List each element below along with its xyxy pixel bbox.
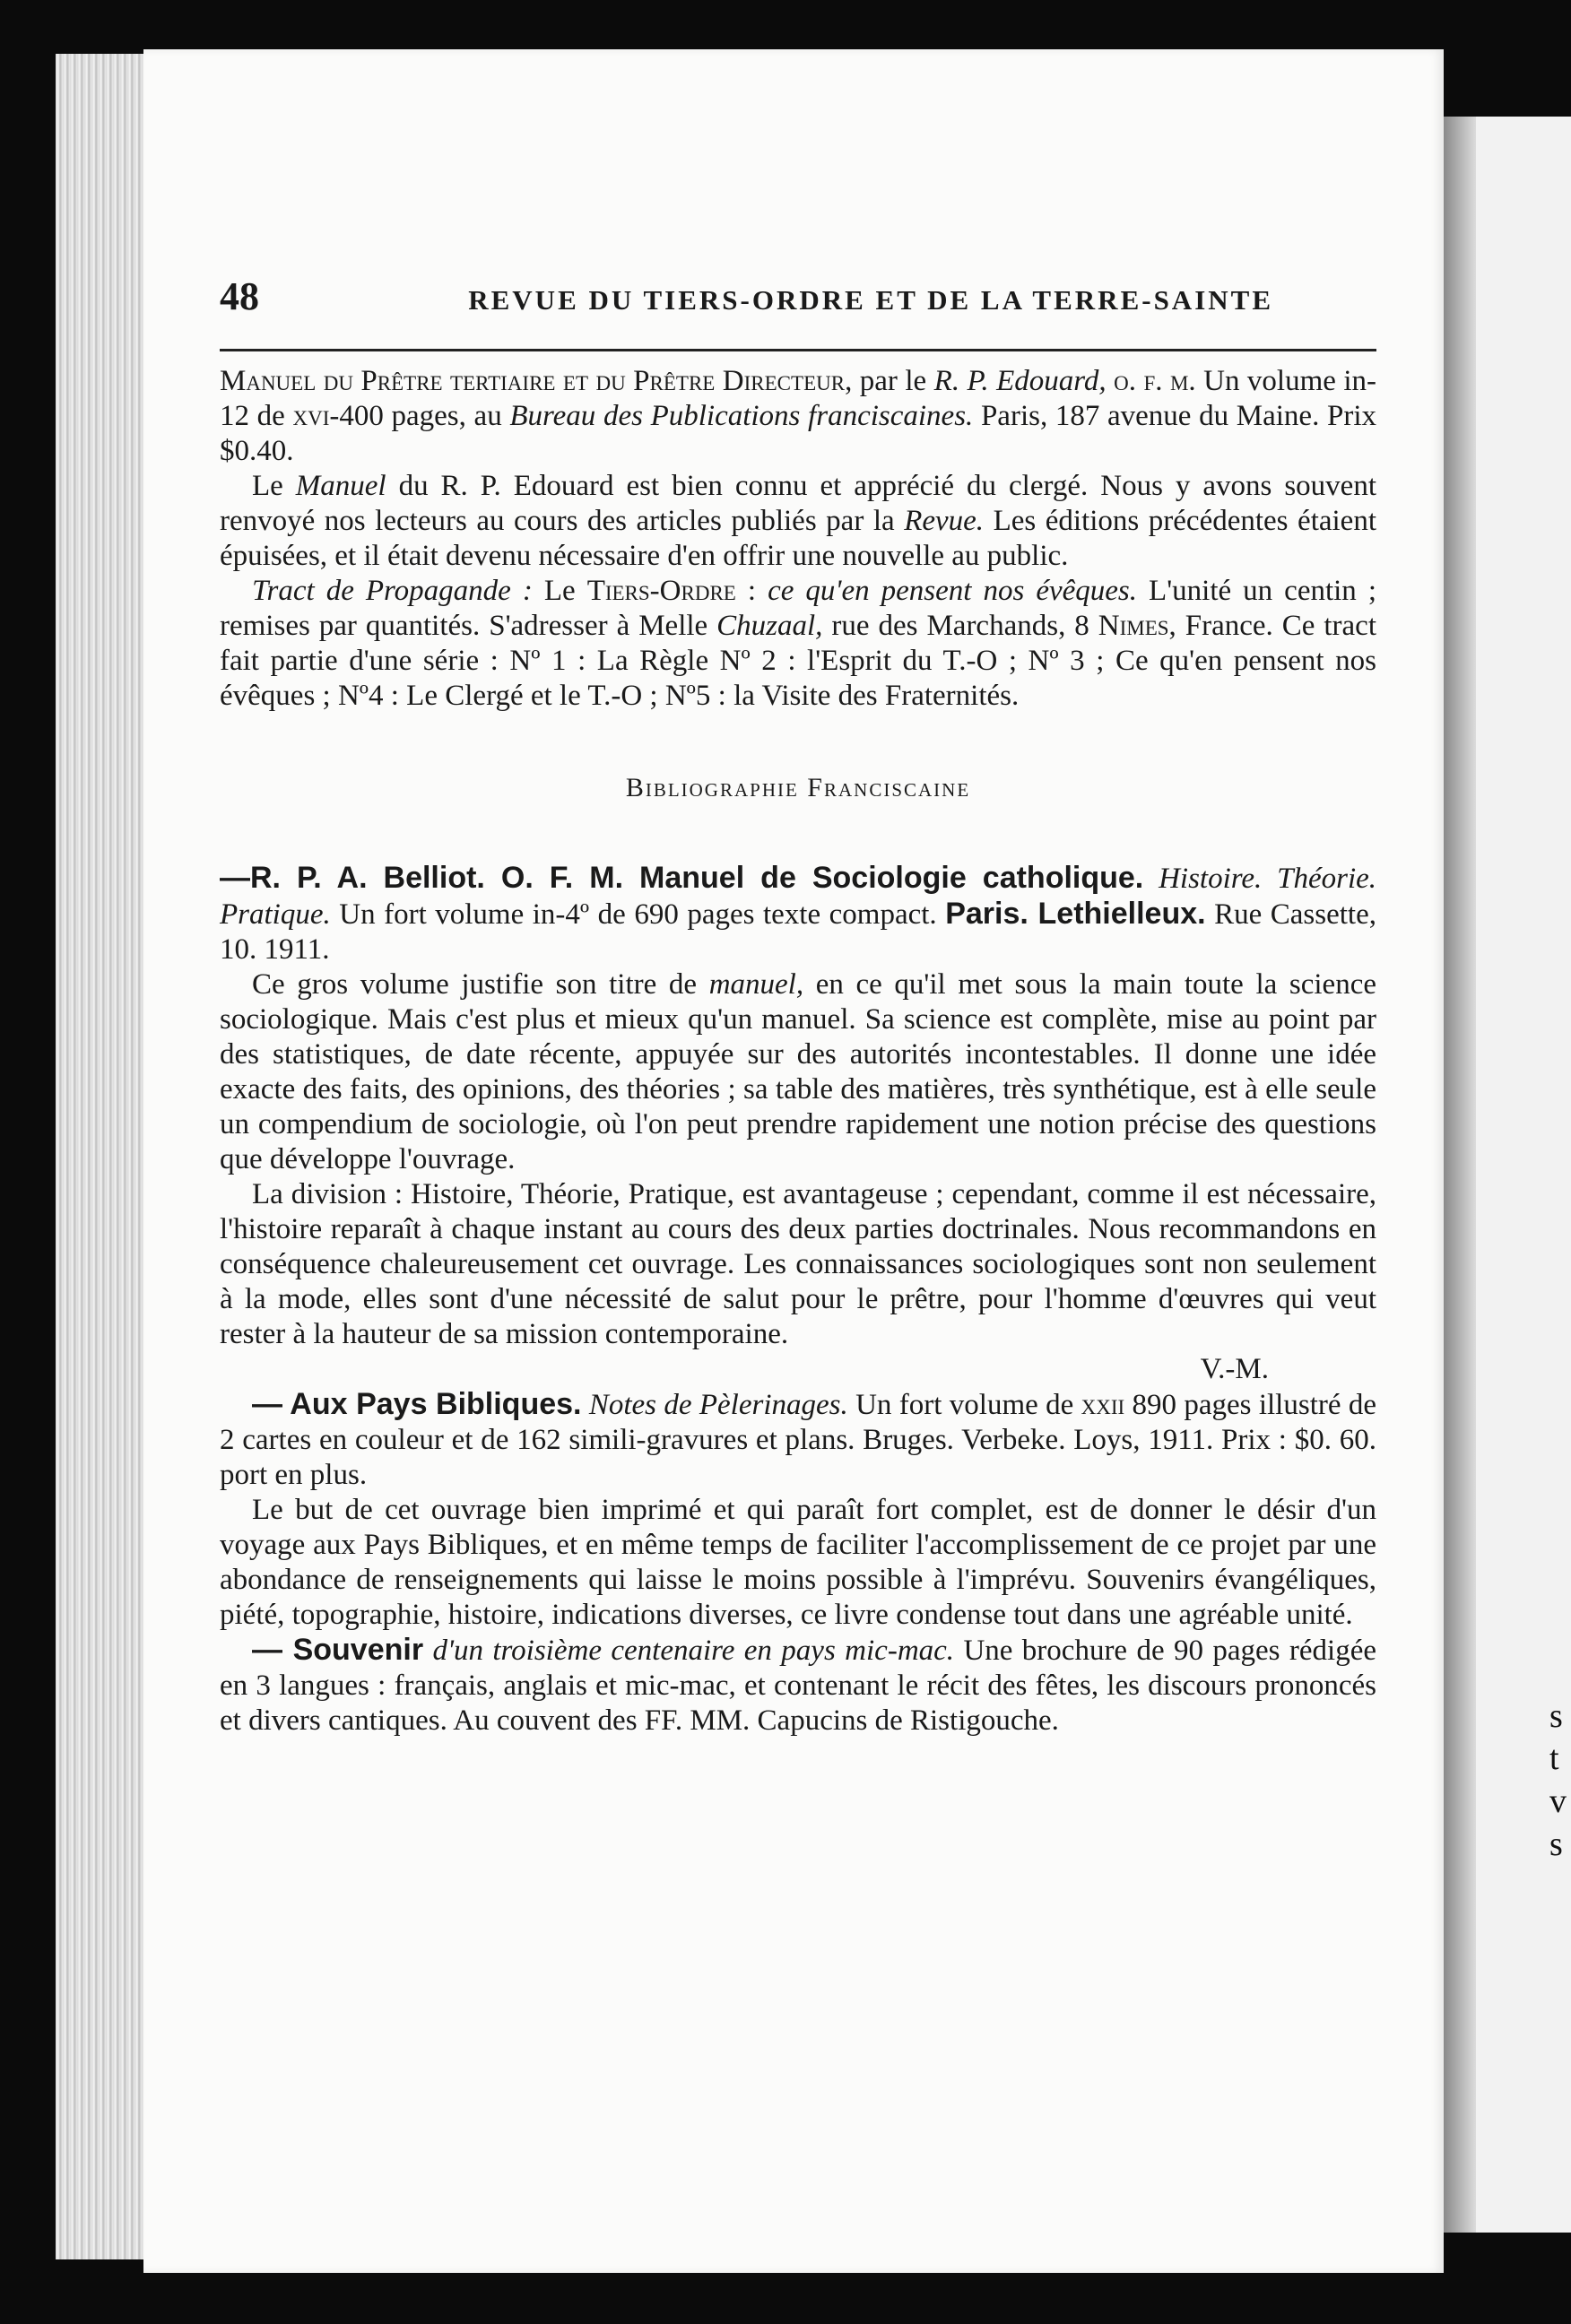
- facing-page-fragment: s: [1549, 1697, 1563, 1735]
- facing-page: [1444, 117, 1571, 2233]
- facing-page-fragment: t: [1549, 1739, 1559, 1777]
- facing-page-fragment: v: [1549, 1782, 1567, 1820]
- book-page-edges: [56, 54, 150, 2259]
- review-pays-bibliques-heading: — Aux Pays Bibliques. Notes de Pèlerinages. Un fort volume de xxii 890 pages illustré de 2 cartes en couleur et de 162 simili-gravures et plans. Bruges. Verbeke. Loys, 1911. Prix : $0. 60. port en plus.: [220, 1387, 1377, 1491]
- review-souvenir: — Souvenir d'un troisième centenaire en pays mic-mac. Une brochure de 90 pages rédigée en 3 langues : français, anglais et mic-mac, et contenant le récit des fêtes, les discours prononcés et divers cantiques. Au couvent des FF. MM. Capucins de Ristigouche.: [220, 1633, 1376, 1737]
- review-sociologie-body: Ce gros volume justifie son titre de manuel, en ce qu'il met sous la main toute la science sociologique. Mais c'est plus et mieux qu'un manuel. Sa science est complète, mise au point par des statistiques, de date récente, appuyée sur des autorités incontestables. Il donne une idée exacte des faits, des opinions, des théories ; sa table des matières, très synthétique, est à elle seule un compendium de sociologie, où l'on peut prendre rapidement une notion précise des questions que développe l'ouvrage.: [220, 968, 1376, 1175]
- notice-manuel: Manuel du Prêtre tertiaire et du Prêtre Directeur, par le R. P. Edouard, o. f. m. Un volume in-12 de xvi-400 pages, au Bureau des Publications franciscaines. Paris, 187 avenue du Maine. Prix $0.40.: [220, 365, 1377, 467]
- section-title: Bibliographie Franciscaine: [625, 773, 971, 802]
- review-sociologie-body-2: La division : Histoire, Théorie, Pratique, est avantageuse ; cependant, comme il est nécessaire, l'histoire reparaît à chaque instant au cours des deux parties doctrinales. Nous recommandons en conséquence chaleureusement cet ouvrage. Les connaissances sociologiques sont non seulement à la mode, elles sont d'une nécessité de salut pour le prêtre, pour l'homme d'œuvres qui veut rester à la hauteur de sa mission contemporaine.: [220, 1178, 1376, 1350]
- running-head: [220, 273, 1376, 324]
- review-pays-bibliques-body: Le but de cet ouvrage bien imprimé et qui paraît fort complet, est de donner le désir d'un voyage aux Pays Bibliques, et en même temps de faciliter l'accomplissement de ce projet par une abondance de renseignements qui laisse le moins possible à l'imprévu. Souvenirs évangéliques, piété, topographie, histoire, indications diverses, ce livre condense tout dans une agréable unité.: [220, 1494, 1376, 1631]
- header-rule: [220, 349, 1376, 351]
- review-signature: V.-M.: [1200, 1353, 1269, 1385]
- facing-page-fragment: s: [1549, 1825, 1563, 1863]
- page-number: 48: [220, 274, 259, 318]
- running-head-title: REVUE DU TIERS-ORDRE ET DE LA TERRE-SAINTE: [468, 284, 1273, 316]
- notice-manuel-review: Le Manuel du R. P. Edouard est bien connu et apprécié du clergé. Nous y avons souvent renvoyé nos lecteurs au cours des articles publiés par la Revue. Les éditions précédentes étaient épuisées, et il était devenu nécessaire d'en offrir une nouvelle au public.: [220, 470, 1377, 572]
- notice-tract: Tract de Propagande : Le Tiers-Ordre : ce qu'en pensent nos évêques. L'unité un centin ; remises par quantités. S'adresser à Melle Chuzaal, rue des Marchands, 8 Nimes, France. Ce tract fait partie d'une série : Nº 1 : La Règle Nº 2 : l'Esprit du T.-O ; Nº 3 ; Ce qu'en pensent nos évêques ; Nº4 : Le Clergé et le T.-O ; Nº5 : la Visite des Fraternités.: [220, 575, 1377, 712]
- review-sociologie-heading: —R. P. A. Belliot. O. F. M. Manuel de Sociologie catholique. Histoire. Théorie. Pratique. Un fort volume in-4º de 690 pages texte compact. Paris. Lethielleux. Rue Cassette, 10. 1911.: [220, 861, 1377, 966]
- page-content: [220, 273, 1376, 1739]
- facing-page-gutter: [1444, 117, 1476, 2233]
